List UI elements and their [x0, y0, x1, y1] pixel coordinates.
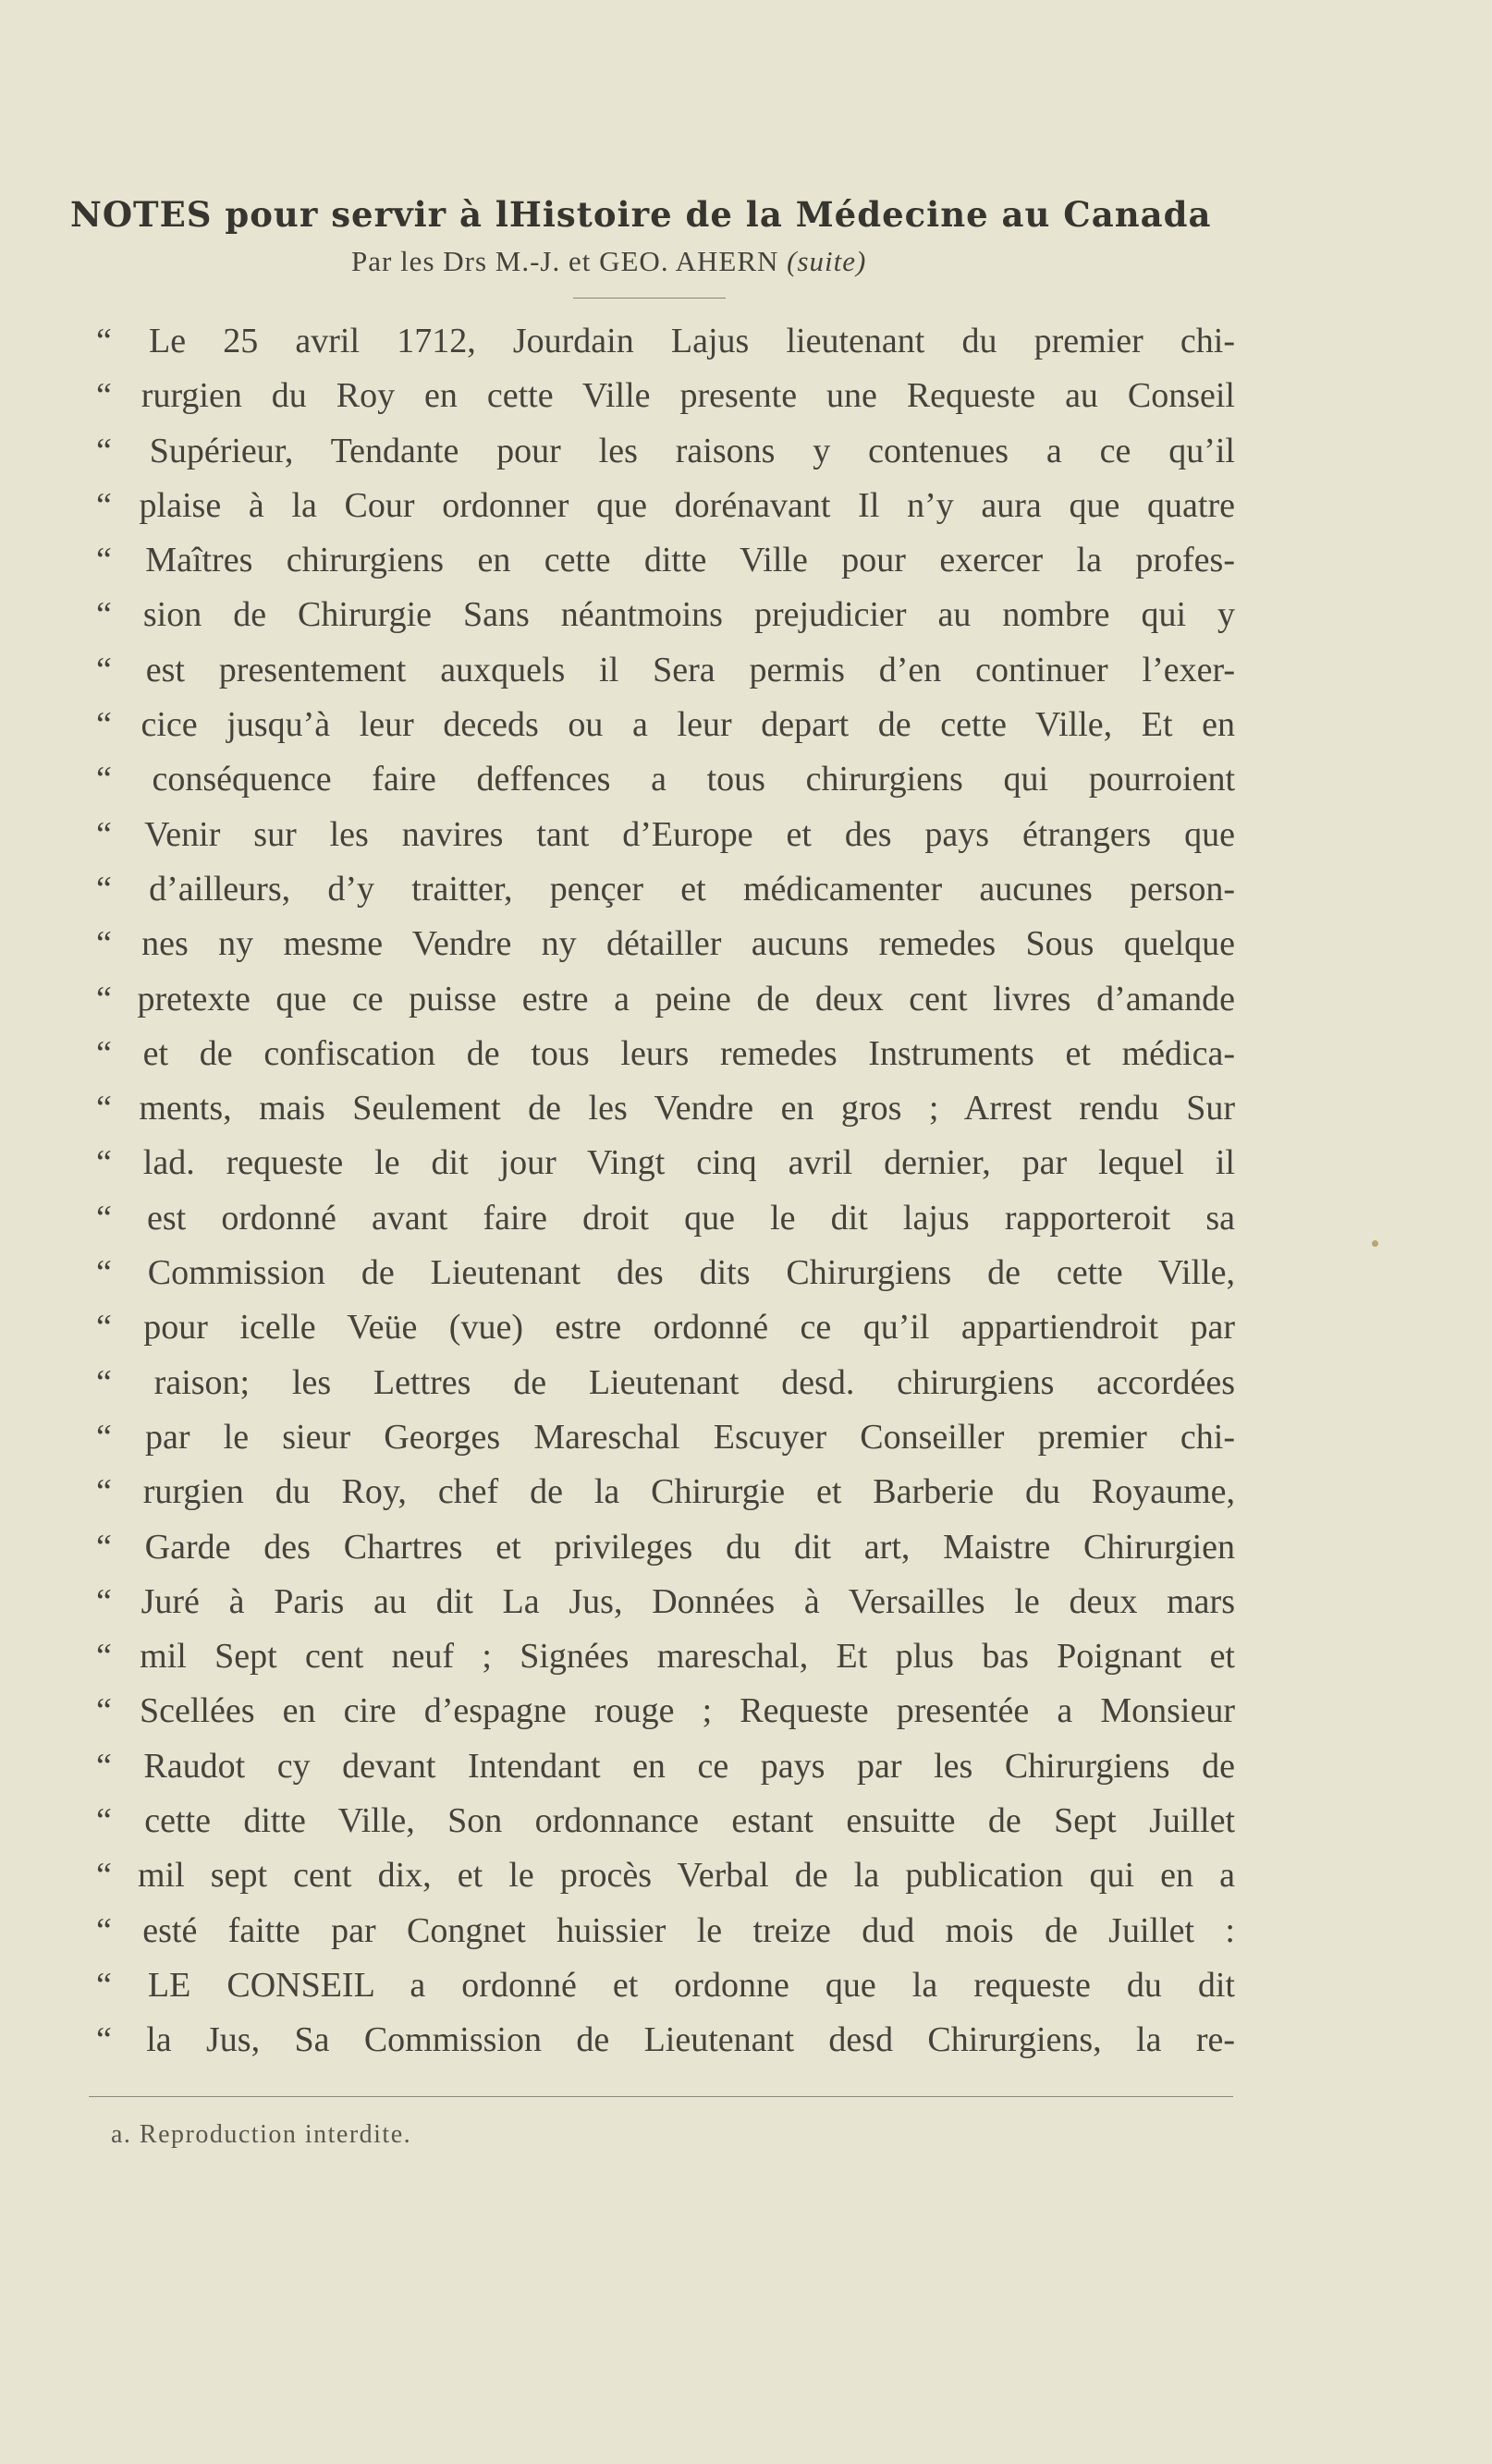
text-line: “ LE CONSEIL a ordonné et ordonne que la requeste du dit [96, 1965, 1235, 2005]
page-title: NOTES pour servir à lHistoire de la Médecine au Canada [70, 194, 1212, 235]
text-line: “ mil Sept cent neuf ; Signées mareschal, Et plus bas Poignant et [96, 1637, 1235, 1677]
byline-authors: Par les Drs M.-J. et GEO. AHERN [351, 245, 779, 277]
title-divider [573, 298, 726, 299]
text-line: “ Raudot cy devant Intendant en ce pays par les Chirurgiens de [96, 1746, 1235, 1786]
text-line: “ Supérieur, Tendante pour les raisons y contenues a ce qu’il [96, 431, 1235, 470]
byline-suite: (suite) [787, 245, 867, 277]
text-line: “ sion de Chirurgie Sans néantmoins prejudicier au nombre qui y [96, 595, 1235, 635]
footnote: a. Reproduction interdite. [111, 2120, 412, 2149]
text-line: “ Le 25 avril 1712, Jourdain Lajus lieutenant du premier chi- [96, 322, 1235, 360]
text-line: “ la Jus, Sa Commission de Lieutenant desd Chirurgiens, la re- [96, 2020, 1235, 2060]
text-line: “ et de confiscation de tous leurs remedes Instruments et médica- [96, 1033, 1235, 1073]
text-line: “ pour icelle Veüe (vue) estre ordonné ce qu’il appartiendroit par [96, 1308, 1235, 1348]
text-line: “ lad. requeste le dit jour Vingt cinq avril dernier, par lequel il [96, 1143, 1235, 1183]
text-line: “ rurgien du Roy en cette Ville presente une Requeste au Conseil [96, 376, 1235, 416]
text-line: “ conséquence faire deffences a tous chirurgiens qui pourroient [96, 760, 1235, 799]
text-line: “ cette ditte Ville, Son ordonnance estant ensuitte de Sept Juillet [96, 1801, 1235, 1841]
text-line: “ Scellées en cire d’espagne rouge ; Requeste presentée a Monsieur [96, 1691, 1235, 1731]
text-line: “ mil sept cent dix, et le procès Verbal de la publication qui en a [96, 1856, 1235, 1896]
text-line: “ pretexte que ce puisse estre a peine de deux cent livres d’amande [96, 979, 1235, 1019]
text-line: “ raison; les Lettres de Lieutenant desd. chirurgiens accordées [96, 1362, 1235, 1402]
text-line: “ Venir sur les navires tant d’Europe et des pays étrangers que [96, 814, 1235, 854]
text-line: “ ments, mais Seulement de les Vendre en gros ; Arrest rendu Sur [96, 1089, 1235, 1128]
text-line: “ esté faitte par Congnet huissier le treize dud mois de Juillet : [96, 1910, 1235, 1950]
text-line: “ plaise à la Cour ordonner que dorénavant Il n’y aura que quatre [96, 485, 1235, 525]
text-line: “ Commission de Lieutenant des dits Chirurgiens de cette Ville, [96, 1253, 1235, 1293]
author-byline [351, 245, 866, 278]
text-line: “ Garde des Chartres et privileges du dit art, Maistre Chirurgien [96, 1527, 1235, 1567]
text-line: “ Maîtres chirurgiens en cette ditte Ville pour exercer la profes- [96, 541, 1235, 580]
text-line: “ rurgien du Roy, chef de la Chirurgie et Barberie du Royaume, [96, 1472, 1235, 1512]
text-line: “ cice jusqu’à leur deceds ou a leur depart de cette Ville, Et en [96, 705, 1235, 745]
text-line: “ par le sieur Georges Mareschal Escuyer Conseiller premier chi- [96, 1417, 1235, 1457]
footnote-divider [89, 2096, 1233, 2097]
text-line: “ Juré à Paris au dit La Jus, Données à Versailles le deux mars [96, 1581, 1235, 1621]
text-line: “ nes ny mesme Vendre ny détailler aucuns remedes Sous quelque [96, 924, 1235, 964]
text-line: “ d’ailleurs, d’y traitter, pençer et médicamenter aucunes person- [96, 869, 1235, 909]
text-line: “ est ordonné avant faire droit que le dit lajus rapporteroit sa [96, 1198, 1235, 1238]
body-text [96, 314, 1235, 2068]
text-line: “ est presentement auxquels il Sera permis d’en continuer l’exer- [96, 650, 1235, 689]
paper-speck [1372, 1240, 1378, 1247]
